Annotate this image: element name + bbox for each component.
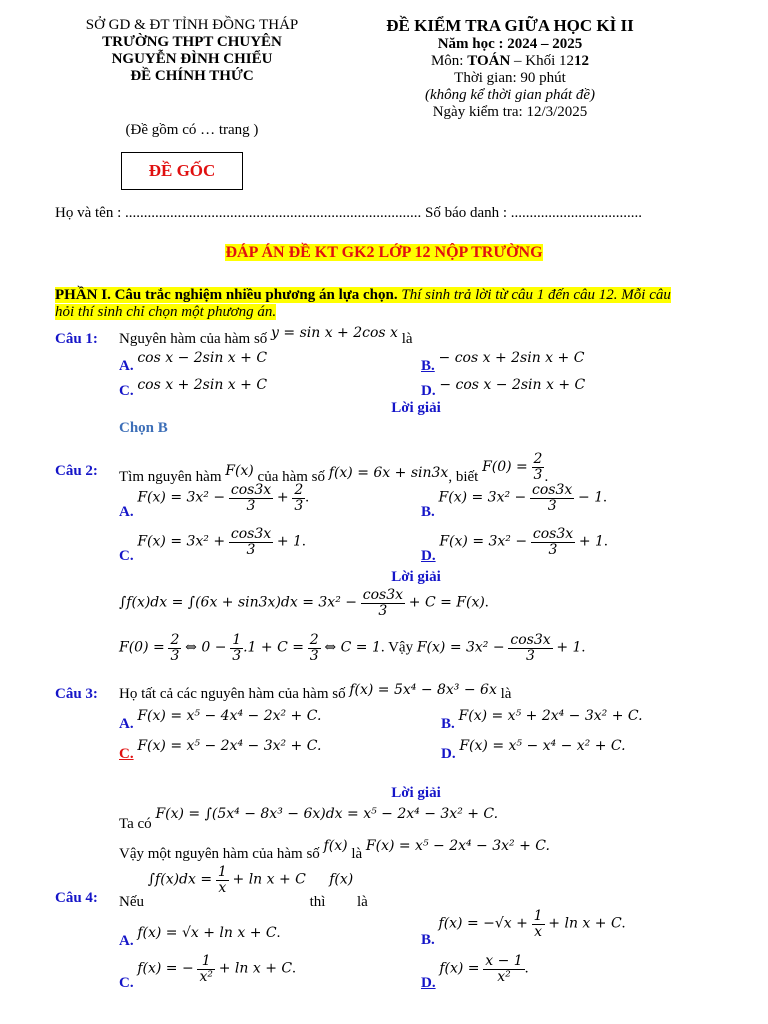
numerator: cos3x bbox=[230, 482, 272, 498]
school-line-1: TRƯỜNG THPT CHUYÊN bbox=[102, 34, 282, 50]
denominator: 3 bbox=[232, 647, 242, 664]
q2-sol1-post: + C = F(x) bbox=[408, 594, 485, 611]
q1-c-text: cos x + 2sin x + C bbox=[137, 377, 268, 393]
q4-c-frac bbox=[197, 954, 215, 984]
q2-b-frac bbox=[530, 483, 574, 513]
option-label-b: B. bbox=[421, 358, 435, 374]
q2-sol2-final-post: + 1 bbox=[556, 639, 582, 656]
part1-instructions bbox=[55, 287, 715, 321]
q4-stem bbox=[119, 864, 368, 910]
q4-neu: Nếu bbox=[119, 893, 144, 910]
numerator: x − 1 bbox=[485, 953, 523, 969]
option-label-a: A. bbox=[119, 933, 134, 949]
q3-after: là bbox=[500, 686, 512, 702]
q1-number: Câu 1: bbox=[55, 331, 98, 347]
option-label-b: B. bbox=[421, 931, 435, 948]
q2-c-frac bbox=[229, 527, 273, 557]
numerator: cos3x bbox=[362, 587, 404, 603]
q2-option-a[interactable] bbox=[119, 482, 310, 520]
q2-sol2-d: ⇔ C = 1 bbox=[324, 639, 381, 656]
denominator: x bbox=[534, 923, 543, 940]
q1-stem bbox=[119, 325, 413, 348]
q2-sol1-frac bbox=[361, 588, 405, 618]
header-left-block bbox=[52, 17, 332, 85]
denominator: x bbox=[218, 879, 227, 896]
denominator: 3 bbox=[170, 647, 180, 664]
numerator: 1 bbox=[232, 632, 242, 648]
q2-text-2: của hàm số bbox=[257, 468, 326, 485]
q2-a-frac-2 bbox=[292, 483, 305, 513]
q4-option-c[interactable] bbox=[119, 953, 296, 991]
q3-text: Họ tất cả các nguyên hàm của hàm số bbox=[119, 686, 346, 702]
option-label-c: C. bbox=[119, 547, 134, 564]
frac-two-thirds-2 bbox=[308, 633, 321, 663]
q2-c-pre: F(x) = 3x² + bbox=[137, 533, 226, 550]
q4-b-pre: f(x) = −√x + bbox=[438, 915, 528, 932]
numerator: 2 bbox=[294, 482, 304, 498]
exam-date: Ngày kiểm tra: 12/3/2025 bbox=[432, 104, 588, 120]
period: . bbox=[524, 960, 529, 977]
q3-option-a[interactable] bbox=[119, 708, 322, 732]
q3-sol2-F: F(x) = x⁵ − 2x⁴ − 3x² + C. bbox=[365, 838, 550, 854]
q1-option-d[interactable] bbox=[421, 377, 586, 399]
numerator: 2 bbox=[309, 632, 319, 648]
denominator: 3 bbox=[533, 466, 543, 483]
school-year: Năm học : 2024 – 2025 bbox=[437, 36, 583, 52]
duration: Thời gian: 90 phút bbox=[454, 70, 566, 86]
q1-option-a[interactable] bbox=[119, 350, 268, 374]
q2-number: Câu 2: bbox=[55, 463, 98, 479]
q4-c-post: + ln x + C bbox=[218, 960, 293, 977]
answer-title-wrap bbox=[0, 244, 768, 262]
q2-cond-frac bbox=[532, 452, 545, 482]
option-label-c: C. bbox=[119, 383, 134, 399]
numerator: 2 bbox=[170, 632, 180, 648]
department-name: SỞ GD & ĐT TỈNH ĐỒNG THÁP bbox=[85, 17, 299, 33]
q4-int-post: + ln x + C bbox=[232, 871, 306, 888]
q3-sol2-f: f(x) bbox=[323, 838, 348, 854]
option-label-a: A. bbox=[119, 503, 134, 520]
q1-function: y = sin x + 2cos x bbox=[271, 325, 398, 341]
q2-function: f(x) = 6x + sin3x bbox=[328, 464, 449, 481]
denominator: 3 bbox=[547, 497, 557, 514]
subject-prefix: Môn: bbox=[430, 53, 468, 69]
subject-line: Môn: TOÁN – Khối 1212 bbox=[430, 53, 590, 69]
denominator: 3 bbox=[548, 541, 558, 558]
q1-text: Nguyên hàm của hàm số bbox=[119, 331, 268, 347]
period: . bbox=[621, 915, 626, 932]
q1-after: là bbox=[401, 331, 413, 347]
q2-stem: Tìm nguyên hàm F(x) của hàm số f(x) = 6x + sin3x, biết F(0) = $\frac{2}{3}$ . bbox=[119, 451, 549, 485]
q2-b-post: − 1 bbox=[578, 489, 604, 506]
numerator: cos3x bbox=[230, 526, 272, 542]
q2-d-pre: F(x) = 3x² − bbox=[439, 533, 528, 550]
denominator: 3 bbox=[378, 602, 388, 619]
period: . bbox=[305, 489, 310, 506]
q2-c-post: + 1 bbox=[276, 533, 302, 550]
numerator: 1 bbox=[217, 864, 227, 880]
q4-int-frac bbox=[216, 865, 229, 895]
q2-cond: F(0) = bbox=[482, 458, 528, 475]
numerator: 2 bbox=[533, 451, 543, 467]
q3-d-text: F(x) = x⁵ − x⁴ − x² + C. bbox=[459, 738, 626, 754]
part1-note-1: Thí sinh trả lời từ câu 1 đến câu 12. Mỗi câu bbox=[397, 287, 671, 303]
q2-option-d[interactable] bbox=[421, 526, 608, 564]
subject-name: TOÁN bbox=[467, 53, 511, 69]
page-count-note: (Đề gồm có … trang ) bbox=[125, 122, 259, 138]
numerator: cos3x bbox=[532, 482, 573, 498]
frac-one-third bbox=[230, 633, 243, 663]
period: . bbox=[603, 533, 608, 550]
q4-thi: thì bbox=[309, 893, 326, 910]
duration-note: (không kể thời gian phát đề) bbox=[424, 87, 596, 103]
option-label-d: D. bbox=[421, 383, 436, 399]
q2-F: F(x) bbox=[225, 462, 254, 479]
q3-stem bbox=[119, 682, 512, 703]
option-label-b: B. bbox=[421, 503, 435, 520]
period: . bbox=[484, 594, 489, 611]
exam-title: ĐỀ KIỂM TRA GIỮA HỌC KÌ II bbox=[386, 16, 634, 35]
q3-solution-label: Lời giải bbox=[391, 785, 441, 801]
school-line-2: NGUYỄN ĐÌNH CHIỂU bbox=[111, 51, 273, 67]
q2-a-pre: F(x) = 3x² − bbox=[137, 489, 226, 506]
q2-sol2-final-pre: F(x) = 3x² − bbox=[416, 639, 505, 656]
q4-c-pre: f(x) = − bbox=[137, 960, 194, 977]
option-label-c: C. bbox=[119, 746, 134, 762]
q2-solution-label: Lời giải bbox=[391, 569, 441, 585]
denominator: x² bbox=[497, 968, 511, 985]
q4-b-frac bbox=[532, 909, 545, 939]
q3-c-text: F(x) = x⁵ − 2x⁴ − 3x² + C. bbox=[137, 738, 322, 754]
option-label-d: D. bbox=[421, 974, 436, 991]
numerator: 1 bbox=[533, 908, 543, 924]
q2-solution-line-1 bbox=[119, 588, 489, 618]
q3-option-d[interactable] bbox=[441, 738, 626, 762]
q4-option-d[interactable] bbox=[421, 953, 529, 991]
q2-a-plus: + bbox=[276, 489, 289, 506]
q1-d-text: − cos x − 2sin x + C bbox=[439, 377, 586, 393]
q3-solution-line-1 bbox=[119, 806, 499, 832]
q2-sol2-b: ⇔ 0 − bbox=[185, 639, 227, 656]
q3-sol1: F(x) = ∫(5x⁴ − 8x³ − 6x)dx = x⁵ − 2x⁴ − 3x² + C. bbox=[155, 806, 499, 822]
q2-sol1-pre: ∫f(x)dx = ∫(6x + sin3x)dx = 3x² − bbox=[119, 594, 357, 611]
answer-title: ĐÁP ÁN ĐỀ KT GK2 LỚP 12 NỘP TRƯỜNG bbox=[225, 244, 543, 261]
denominator: 3 bbox=[309, 647, 319, 664]
q4-option-a[interactable] bbox=[119, 925, 281, 949]
q3-number: Câu 3: bbox=[55, 686, 98, 702]
q4-a-text: f(x) = √x + ln x + C bbox=[137, 925, 277, 941]
frac-two-thirds bbox=[168, 633, 181, 663]
q1-a-text: cos x − 2sin x + C bbox=[137, 350, 268, 366]
period: . bbox=[276, 925, 281, 941]
q3-option-c[interactable] bbox=[119, 738, 322, 762]
numerator: 1 bbox=[197, 954, 215, 970]
official-label: ĐỀ CHÍNH THỨC bbox=[130, 68, 254, 84]
q1-solution-label: Lời giải bbox=[391, 400, 441, 416]
q3-function: f(x) = 5x⁴ − 8x³ − 6x bbox=[349, 682, 497, 698]
q3-ta-co: Ta có bbox=[119, 816, 152, 832]
q2-d-frac bbox=[531, 527, 575, 557]
q4-option-b[interactable] bbox=[421, 908, 626, 948]
period: . bbox=[301, 533, 306, 550]
q2-d-post: + 1 bbox=[578, 533, 604, 550]
q2-text-3: , biết bbox=[448, 468, 479, 485]
option-label-c: C. bbox=[119, 974, 134, 991]
part1-label: PHẦN I. Câu trắc nghiệm nhiều phương án lựa chọn. bbox=[55, 287, 398, 303]
option-label-d: D. bbox=[441, 746, 456, 762]
q2-text-1: Tìm nguyên hàm bbox=[119, 468, 222, 485]
denominator: 3 bbox=[294, 497, 304, 514]
q2-sol2-final-frac bbox=[508, 633, 552, 663]
q4-d-frac bbox=[483, 954, 524, 984]
q3-a-text: F(x) = x⁵ − 4x⁴ − 2x² + C. bbox=[137, 708, 322, 724]
q4-number: Câu 4: bbox=[55, 890, 98, 906]
q4-int-pre: ∫f(x)dx = bbox=[147, 871, 213, 888]
q3-sol2-la: là bbox=[351, 846, 363, 862]
q3-option-b[interactable] bbox=[441, 708, 643, 732]
q2-option-c[interactable] bbox=[119, 526, 306, 564]
q2-b-pre: F(x) = 3x² − bbox=[438, 489, 527, 506]
option-label-b: B. bbox=[441, 716, 455, 732]
option-label-d: D. bbox=[421, 547, 436, 564]
q2-option-b[interactable] bbox=[421, 482, 607, 520]
q4-la: là bbox=[357, 893, 368, 910]
header-right-block bbox=[360, 16, 660, 121]
denominator: 3 bbox=[246, 541, 256, 558]
q1-chosen-answer: Chọn B bbox=[119, 420, 168, 436]
period: . bbox=[292, 960, 296, 977]
numerator: cos3x bbox=[510, 632, 551, 648]
badge-text: ĐỀ GỐC bbox=[148, 161, 216, 180]
q3-solution-line-2 bbox=[119, 838, 550, 862]
q2-solution-line-2 bbox=[119, 633, 585, 663]
student-info-line: Họ và tên : ............................................................................... Số báo danh : ................................... bbox=[55, 205, 643, 221]
q4-b-post: + ln x + C bbox=[548, 915, 622, 932]
q4-f: f(x) bbox=[329, 871, 354, 888]
denominator: 3 bbox=[246, 497, 256, 514]
period: . bbox=[581, 639, 586, 656]
q2-sol2-a: F(0) = bbox=[119, 639, 165, 656]
option-label-a: A. bbox=[119, 716, 134, 732]
period: . bbox=[603, 489, 607, 506]
option-label-a: A. bbox=[119, 358, 134, 374]
denominator: x² bbox=[199, 968, 213, 985]
q1-option-b[interactable] bbox=[421, 350, 585, 374]
q2-a-frac bbox=[229, 483, 273, 513]
q1-b-text: − cos x + 2sin x + C bbox=[438, 350, 585, 366]
numerator: cos3x bbox=[532, 526, 574, 542]
q4-d-pre: f(x) = bbox=[439, 960, 480, 977]
q3-sol2-text: Vậy một nguyên hàm của hàm số bbox=[119, 846, 320, 862]
q1-option-c[interactable] bbox=[119, 377, 268, 399]
original-exam-badge bbox=[121, 152, 243, 190]
q2-vay: . Vậy bbox=[380, 639, 414, 656]
grade-label: – Khối 12 bbox=[510, 53, 575, 69]
q2-sol2-c: .1 + C = bbox=[243, 639, 304, 656]
part1-note-2: hỏi thí sinh chỉ chọn một phương án. bbox=[55, 304, 277, 320]
q3-b-text: F(x) = x⁵ + 2x⁴ − 3x² + C. bbox=[458, 708, 643, 724]
denominator: 3 bbox=[526, 647, 535, 664]
